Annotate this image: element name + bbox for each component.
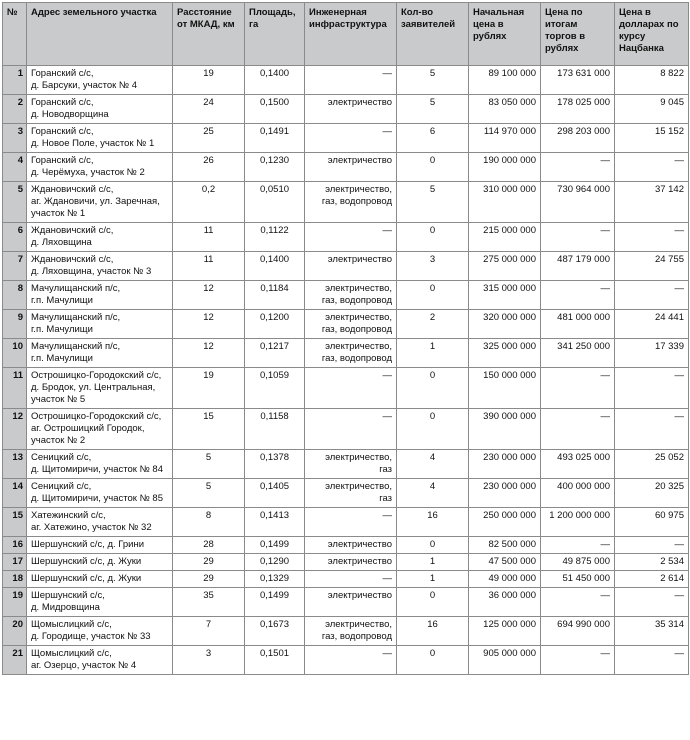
final-price-cell: —	[541, 409, 615, 450]
distance-cell: 26	[173, 153, 245, 182]
final-price-cell: 51 450 000	[541, 571, 615, 588]
area-cell: 0,1158	[245, 409, 305, 450]
row-number: 6	[3, 223, 27, 252]
infrastructure-cell: электричество, газ, водопровод	[305, 182, 397, 223]
table-row	[3, 153, 689, 182]
distance-cell: 12	[173, 310, 245, 339]
infrastructure-cell: —	[305, 409, 397, 450]
start-price-cell: 215 000 000	[469, 223, 541, 252]
row-number: 8	[3, 281, 27, 310]
start-price-cell: 83 050 000	[469, 95, 541, 124]
distance-cell: 5	[173, 450, 245, 479]
final-price-cell: 178 025 000	[541, 95, 615, 124]
distance-cell: 15	[173, 409, 245, 450]
header-final-price: Цена по итогам торгов в рублях	[541, 3, 615, 66]
area-cell: 0,1499	[245, 537, 305, 554]
final-price-cell: 400 000 000	[541, 479, 615, 508]
row-number: 20	[3, 617, 27, 646]
area-cell: 0,1230	[245, 153, 305, 182]
distance-cell: 19	[173, 66, 245, 95]
row-number: 3	[3, 124, 27, 153]
table-row	[3, 450, 689, 479]
start-price-cell: 905 000 000	[469, 646, 541, 675]
distance-cell: 29	[173, 571, 245, 588]
usd-price-cell: —	[615, 223, 689, 252]
applicants-cell: 6	[397, 124, 469, 153]
header-address: Адрес земельного участка	[27, 3, 173, 66]
start-price-cell: 230 000 000	[469, 479, 541, 508]
address-cell: Мачулищанский п/с, г.п. Мачулищи	[27, 310, 173, 339]
area-cell: 0,1413	[245, 508, 305, 537]
row-number: 17	[3, 554, 27, 571]
applicants-cell: 0	[397, 281, 469, 310]
table-row	[3, 252, 689, 281]
usd-price-cell: 35 314	[615, 617, 689, 646]
area-cell: 0,1400	[245, 66, 305, 95]
address-cell: Шершунский с/с, д. Жуки	[27, 571, 173, 588]
infrastructure-cell: —	[305, 368, 397, 409]
header-area: Площадь, га	[245, 3, 305, 66]
distance-cell: 25	[173, 124, 245, 153]
usd-price-cell: 2 614	[615, 571, 689, 588]
infrastructure-cell: электричество	[305, 252, 397, 281]
applicants-cell: 4	[397, 450, 469, 479]
distance-cell: 29	[173, 554, 245, 571]
usd-price-cell: 17 339	[615, 339, 689, 368]
start-price-cell: 275 000 000	[469, 252, 541, 281]
table-row	[3, 646, 689, 675]
table-row	[3, 479, 689, 508]
row-number: 11	[3, 368, 27, 409]
infrastructure-cell: электричество, газ, водопровод	[305, 310, 397, 339]
table-row	[3, 537, 689, 554]
usd-price-cell: 2 534	[615, 554, 689, 571]
header-usd-price: Цена в долларах по курсу Нацбанка	[615, 3, 689, 66]
address-cell: Острошицко-Городокский с/с, д. Бродок, ул. Центральная, участок № 5	[27, 368, 173, 409]
address-cell: Щомыслицкий с/с, аг. Озерцо, участок № 4	[27, 646, 173, 675]
applicants-cell: 1	[397, 571, 469, 588]
address-cell: Шершунский с/с, д. Мидровщина	[27, 588, 173, 617]
area-cell: 0,1059	[245, 368, 305, 409]
table-row	[3, 339, 689, 368]
row-number: 1	[3, 66, 27, 95]
header-applicants: Кол-во заявителей	[397, 3, 469, 66]
start-price-cell: 150 000 000	[469, 368, 541, 409]
table-row	[3, 508, 689, 537]
address-cell: Сеницкий с/с, д. Щитомиричи, участок № 84	[27, 450, 173, 479]
infrastructure-cell: электричество, газ	[305, 479, 397, 508]
row-number: 4	[3, 153, 27, 182]
address-cell: Острошицко-Городокский с/с, аг. Острошицкий Городок, участок № 2	[27, 409, 173, 450]
distance-cell: 12	[173, 339, 245, 368]
usd-price-cell: —	[615, 153, 689, 182]
address-cell: Горанский с/с, д. Новодворщина	[27, 95, 173, 124]
usd-price-cell: —	[615, 588, 689, 617]
start-price-cell: 36 000 000	[469, 588, 541, 617]
row-number: 18	[3, 571, 27, 588]
address-cell: Ждановичский с/с, д. Ляховщина	[27, 223, 173, 252]
applicants-cell: 0	[397, 646, 469, 675]
address-cell: Мачулищанский п/с, г.п. Мачулищи	[27, 281, 173, 310]
table-row	[3, 124, 689, 153]
row-number: 14	[3, 479, 27, 508]
start-price-cell: 320 000 000	[469, 310, 541, 339]
applicants-cell: 1	[397, 554, 469, 571]
distance-cell: 8	[173, 508, 245, 537]
address-cell: Горанский с/с, д. Черёмуха, участок № 2	[27, 153, 173, 182]
final-price-cell: 1 200 000 000	[541, 508, 615, 537]
table-row	[3, 368, 689, 409]
distance-cell: 19	[173, 368, 245, 409]
applicants-cell: 0	[397, 537, 469, 554]
applicants-cell: 1	[397, 339, 469, 368]
row-number: 2	[3, 95, 27, 124]
area-cell: 0,1673	[245, 617, 305, 646]
area-cell: 0,1491	[245, 124, 305, 153]
infrastructure-cell: —	[305, 66, 397, 95]
applicants-cell: 16	[397, 508, 469, 537]
distance-cell: 28	[173, 537, 245, 554]
row-number: 13	[3, 450, 27, 479]
applicants-cell: 5	[397, 66, 469, 95]
final-price-cell: 694 990 000	[541, 617, 615, 646]
final-price-cell: —	[541, 368, 615, 409]
usd-price-cell: 8 822	[615, 66, 689, 95]
header-distance: Расстояние от МКАД, км	[173, 3, 245, 66]
usd-price-cell: 24 755	[615, 252, 689, 281]
distance-cell: 0,2	[173, 182, 245, 223]
final-price-cell: 481 000 000	[541, 310, 615, 339]
distance-cell: 7	[173, 617, 245, 646]
area-cell: 0,1290	[245, 554, 305, 571]
applicants-cell: 2	[397, 310, 469, 339]
row-number: 10	[3, 339, 27, 368]
table-row	[3, 617, 689, 646]
table-row	[3, 223, 689, 252]
distance-cell: 35	[173, 588, 245, 617]
address-cell: Щомыслицкий с/с, д. Городище, участок № 33	[27, 617, 173, 646]
area-cell: 0,1200	[245, 310, 305, 339]
address-cell: Горанский с/с, д. Барсуки, участок № 4	[27, 66, 173, 95]
area-cell: 0,1501	[245, 646, 305, 675]
infrastructure-cell: электричество, газ, водопровод	[305, 617, 397, 646]
usd-price-cell: 24 441	[615, 310, 689, 339]
start-price-cell: 47 500 000	[469, 554, 541, 571]
distance-cell: 24	[173, 95, 245, 124]
start-price-cell: 114 970 000	[469, 124, 541, 153]
start-price-cell: 315 000 000	[469, 281, 541, 310]
applicants-cell: 3	[397, 252, 469, 281]
row-number: 9	[3, 310, 27, 339]
infrastructure-cell: —	[305, 508, 397, 537]
usd-price-cell: 60 975	[615, 508, 689, 537]
final-price-cell: 487 179 000	[541, 252, 615, 281]
infrastructure-cell: электричество, газ, водопровод	[305, 339, 397, 368]
table-row	[3, 310, 689, 339]
applicants-cell: 0	[397, 223, 469, 252]
row-number: 5	[3, 182, 27, 223]
final-price-cell: 49 875 000	[541, 554, 615, 571]
area-cell: 0,1405	[245, 479, 305, 508]
final-price-cell: —	[541, 223, 615, 252]
usd-price-cell: —	[615, 537, 689, 554]
final-price-cell: 493 025 000	[541, 450, 615, 479]
start-price-cell: 190 000 000	[469, 153, 541, 182]
start-price-cell: 250 000 000	[469, 508, 541, 537]
start-price-cell: 390 000 000	[469, 409, 541, 450]
applicants-cell: 4	[397, 479, 469, 508]
table-row	[3, 409, 689, 450]
header-start-price: Начальная цена в рублях	[469, 3, 541, 66]
final-price-cell: —	[541, 537, 615, 554]
row-number: 15	[3, 508, 27, 537]
infrastructure-cell: —	[305, 223, 397, 252]
usd-price-cell: 37 142	[615, 182, 689, 223]
infrastructure-cell: электричество	[305, 153, 397, 182]
start-price-cell: 82 500 000	[469, 537, 541, 554]
applicants-cell: 0	[397, 368, 469, 409]
start-price-cell: 310 000 000	[469, 182, 541, 223]
applicants-cell: 0	[397, 153, 469, 182]
area-cell: 0,1184	[245, 281, 305, 310]
applicants-cell: 5	[397, 182, 469, 223]
usd-price-cell: —	[615, 409, 689, 450]
land-auction-table	[2, 2, 689, 675]
area-cell: 0,1499	[245, 588, 305, 617]
infrastructure-cell: электричество, газ, водопровод	[305, 281, 397, 310]
infrastructure-cell: —	[305, 646, 397, 675]
area-cell: 0,1400	[245, 252, 305, 281]
address-cell: Мачулищанский п/с, г.п. Мачулищи	[27, 339, 173, 368]
start-price-cell: 89 100 000	[469, 66, 541, 95]
address-cell: Хатежинский с/с, аг. Хатежино, участок № 32	[27, 508, 173, 537]
table-row	[3, 588, 689, 617]
table-row	[3, 182, 689, 223]
usd-price-cell: 15 152	[615, 124, 689, 153]
final-price-cell: 173 631 000	[541, 66, 615, 95]
area-cell: 0,1500	[245, 95, 305, 124]
table-row	[3, 66, 689, 95]
area-cell: 0,0510	[245, 182, 305, 223]
usd-price-cell: —	[615, 368, 689, 409]
row-number: 21	[3, 646, 27, 675]
header-number: №	[3, 3, 27, 66]
usd-price-cell: 20 325	[615, 479, 689, 508]
area-cell: 0,1378	[245, 450, 305, 479]
row-number: 19	[3, 588, 27, 617]
infrastructure-cell: электричество	[305, 588, 397, 617]
address-cell: Ждановичский с/с, д. Ляховщина, участок № 3	[27, 252, 173, 281]
header-infrastructure: Инженерная инфраструктура	[305, 3, 397, 66]
infrastructure-cell: электричество	[305, 554, 397, 571]
start-price-cell: 125 000 000	[469, 617, 541, 646]
row-number: 12	[3, 409, 27, 450]
address-cell: Горанский с/с, д. Новое Поле, участок № 1	[27, 124, 173, 153]
infrastructure-cell: электричество	[305, 95, 397, 124]
row-number: 16	[3, 537, 27, 554]
usd-price-cell: —	[615, 646, 689, 675]
usd-price-cell: —	[615, 281, 689, 310]
final-price-cell: 730 964 000	[541, 182, 615, 223]
usd-price-cell: 25 052	[615, 450, 689, 479]
distance-cell: 5	[173, 479, 245, 508]
address-cell: Ждановичский с/с, аг. Ждановичи, ул. Заречная, участок № 1	[27, 182, 173, 223]
infrastructure-cell: электричество, газ	[305, 450, 397, 479]
area-cell: 0,1122	[245, 223, 305, 252]
applicants-cell: 0	[397, 588, 469, 617]
header-row	[3, 3, 689, 66]
table-row	[3, 95, 689, 124]
distance-cell: 11	[173, 252, 245, 281]
area-cell: 0,1329	[245, 571, 305, 588]
final-price-cell: —	[541, 646, 615, 675]
address-cell: Сеницкий с/с, д. Щитомиричи, участок № 85	[27, 479, 173, 508]
table-row	[3, 281, 689, 310]
start-price-cell: 325 000 000	[469, 339, 541, 368]
start-price-cell: 49 000 000	[469, 571, 541, 588]
table-row	[3, 554, 689, 571]
start-price-cell: 230 000 000	[469, 450, 541, 479]
area-cell: 0,1217	[245, 339, 305, 368]
infrastructure-cell: —	[305, 571, 397, 588]
final-price-cell: —	[541, 281, 615, 310]
applicants-cell: 5	[397, 95, 469, 124]
final-price-cell: —	[541, 588, 615, 617]
infrastructure-cell: —	[305, 124, 397, 153]
final-price-cell: —	[541, 153, 615, 182]
infrastructure-cell: электричество	[305, 537, 397, 554]
address-cell: Шершунский с/с, д. Жуки	[27, 554, 173, 571]
table-row	[3, 571, 689, 588]
applicants-cell: 16	[397, 617, 469, 646]
distance-cell: 3	[173, 646, 245, 675]
distance-cell: 12	[173, 281, 245, 310]
address-cell: Шершунский с/с, д. Грини	[27, 537, 173, 554]
usd-price-cell: 9 045	[615, 95, 689, 124]
distance-cell: 11	[173, 223, 245, 252]
row-number: 7	[3, 252, 27, 281]
applicants-cell: 0	[397, 409, 469, 450]
final-price-cell: 298 203 000	[541, 124, 615, 153]
final-price-cell: 341 250 000	[541, 339, 615, 368]
